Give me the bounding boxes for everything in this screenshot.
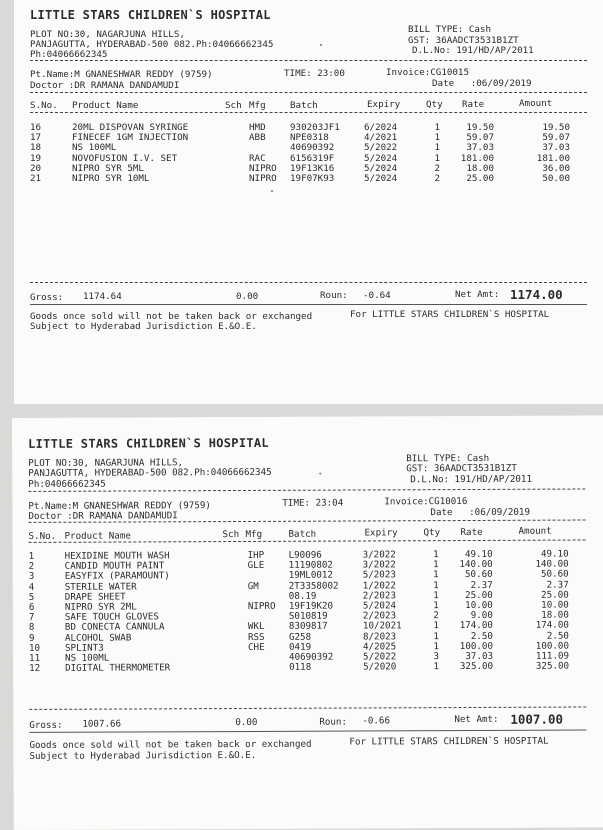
- cell-mfg: GLE: [247, 560, 265, 572]
- col-amount-header: Amount: [518, 525, 552, 537]
- cell-expiry: 8/2023: [362, 630, 397, 642]
- cell-batch: 19F07K93: [290, 172, 335, 184]
- cell-amount: 325.00: [535, 660, 570, 672]
- footer-jurisdiction: Subject to Hyderabad Jurisdiction E.&O.E.: [29, 749, 257, 762]
- cell-product: 20ML DISPOVAN SYRINGE: [72, 122, 189, 133]
- round-amount: -0.64: [363, 290, 391, 301]
- footer-signatory: For LITTLE STARS CHILDREN`S HOSPITAL: [350, 309, 550, 320]
- cell-rate: 25.00: [465, 589, 493, 601]
- cell-qty: 2: [434, 172, 440, 184]
- cell-mfg: RSS: [247, 631, 265, 643]
- hospital-name: LITTLE STARS CHILDREN`S HOSPITAL: [28, 435, 269, 451]
- cell-sno: 17: [30, 132, 42, 144]
- cell-rate: 25.00: [466, 172, 494, 184]
- cell-amount: 100.00: [535, 640, 570, 652]
- gst-number: GST: 36AADCT3531B1ZT: [406, 462, 517, 475]
- cell-expiry: 2/2023: [362, 610, 397, 622]
- cell-amount: 181.00: [536, 152, 570, 164]
- round-amount: -0.66: [362, 715, 391, 727]
- cell-batch: 40690392: [290, 142, 335, 154]
- cell-batch: 930203JF1: [290, 122, 340, 133]
- cell-expiry: 5/2020: [363, 661, 397, 673]
- net-amount: 1007.00: [510, 711, 564, 727]
- cell-rate: 174.00: [459, 620, 493, 632]
- cell-qty: 2: [434, 162, 440, 174]
- cell-rate: 59.07: [466, 132, 494, 144]
- cell-qty: 1: [433, 579, 439, 591]
- discount-amount: 0.00: [236, 291, 259, 302]
- gross-amount: 1174.64: [83, 291, 122, 302]
- cell-sno: 20: [30, 162, 42, 174]
- cell-rate: 325.00: [459, 660, 494, 673]
- cell-expiry: 5/2022: [364, 142, 398, 154]
- cell-rate: 2.37: [470, 579, 493, 591]
- cell-amount: 59.07: [542, 132, 570, 144]
- bill-type: BILL TYPE: Cash: [406, 452, 490, 465]
- cell-batch: L90096: [288, 549, 322, 561]
- cell-sno: 18: [30, 142, 42, 154]
- col-sno-header: S.No.: [30, 100, 58, 111]
- col-qty-header: Qty: [423, 527, 441, 539]
- cell-expiry: 5/2024: [364, 152, 398, 164]
- cell-amount: 19.50: [542, 122, 570, 133]
- cell-product: NIPRO SYR 10ML: [72, 172, 150, 184]
- cell-sno: 8: [28, 622, 35, 634]
- cell-expiry: 2/2023: [362, 590, 397, 602]
- cell-batch: 19F19K20: [288, 600, 334, 612]
- cell-sno: 19: [30, 152, 42, 164]
- punch-mark: [320, 44, 322, 46]
- cell-batch: 0118: [289, 661, 312, 673]
- cell-batch: S010819: [288, 610, 328, 622]
- cell-rate: 100.00: [459, 640, 494, 652]
- phone: Ph:04066662345: [28, 478, 106, 490]
- phone: Ph:04066662345: [30, 49, 108, 60]
- cell-batch: 2T3358002: [288, 580, 339, 592]
- address-line-2: PANJAGUTTA, HYDERABAD-500 082.Ph:04066662345: [30, 39, 274, 50]
- cell-product: CANDID MOUTH PAINT: [64, 560, 165, 572]
- cell-product: FINECEF 1GM INJECTION: [72, 132, 189, 144]
- cell-qty: 1: [433, 661, 440, 673]
- cell-qty: 1: [433, 630, 439, 642]
- cell-sno: 10: [28, 642, 41, 654]
- hospital-name: LITTLE STARS CHILDREN`S HOSPITAL: [30, 8, 271, 22]
- col-sch-header: Sch: [225, 100, 242, 111]
- cell-mfg: NIPRO: [249, 172, 277, 184]
- gross-label: Gross:: [30, 292, 64, 303]
- cell-product: ALCOHOL SWAB: [64, 631, 132, 644]
- cell-amount: 2.50: [546, 630, 569, 642]
- cell-expiry: 3/2022: [362, 549, 396, 561]
- net-amount-label: Net Amt:: [454, 713, 499, 726]
- cell-sno: 16: [30, 122, 42, 133]
- bill-date: Date :06/09/2019: [430, 506, 531, 519]
- divider: [30, 304, 587, 305]
- discount-amount: 0.00: [235, 716, 258, 729]
- cell-rate: 37.03: [466, 142, 494, 154]
- punch-mark: [319, 473, 321, 475]
- cell-sno: 9: [28, 632, 35, 644]
- bill-invoice-cg10015: [14, 0, 603, 404]
- cell-sno: 6: [28, 601, 35, 613]
- cell-qty: 1: [433, 589, 439, 601]
- cell-batch: 40690392: [289, 651, 334, 663]
- cell-expiry: 3/2022: [362, 559, 396, 571]
- cell-product: SPLINT3: [64, 642, 104, 654]
- cell-product: HEXIDINE MOUTH WASH: [64, 550, 170, 562]
- cell-product: STERILE WATER: [64, 581, 137, 593]
- col-expiry-header: Expiry: [364, 527, 398, 539]
- divider: [29, 729, 586, 732]
- address-line-1: PLOT NO:30, NAGARJUNA HILLS,: [28, 457, 184, 469]
- cell-sno: 21: [30, 172, 42, 184]
- cell-batch: NPE0318: [290, 132, 329, 144]
- footer-jurisdiction: Subject to Hyderabad Jurisdiction E.&O.E.: [30, 321, 257, 332]
- bill-date: Date :06/09/2019: [432, 78, 532, 89]
- cell-qty: 1: [434, 142, 440, 154]
- cell-expiry: 5/2024: [364, 162, 398, 174]
- invoice-number: Invoice:CG10015: [386, 67, 469, 78]
- cell-amount: 10.00: [541, 599, 569, 611]
- divider: [30, 282, 587, 283]
- address-line-2: PANJAGUTTA, HYDERABAD-500 082.Ph:04066662345: [28, 466, 272, 479]
- cell-amount: 49.10: [540, 548, 569, 560]
- cell-batch: 08.19: [288, 590, 317, 602]
- divider: [30, 92, 587, 93]
- col-amount-header: Amount: [519, 98, 553, 109]
- bill-time: TIME: 23:00: [284, 68, 345, 79]
- cell-product: NOVOFUSION I.V. SET: [72, 152, 178, 164]
- col-sch-header: Sch: [222, 529, 240, 541]
- bill-type: BILL TYPE: Cash: [408, 24, 491, 35]
- cell-qty: 1: [434, 152, 440, 164]
- cell-product: NIPRO SYR 2ML: [64, 601, 137, 613]
- divider: [30, 112, 587, 113]
- cell-qty: 1: [433, 549, 439, 561]
- cell-sno: 7: [28, 612, 35, 624]
- doctor-name: Doctor :DR RAMANA DANDAMUDI: [28, 510, 178, 522]
- cell-product: NS 100ML: [65, 652, 110, 664]
- cell-product: NS 100ML: [72, 142, 117, 154]
- col-batch-header: Batch: [288, 528, 317, 540]
- cell-mfg: CHE: [247, 641, 265, 653]
- footer-signatory: For LITTLE STARS CHILDREN`S HOSPITAL: [349, 735, 549, 748]
- col-expiry-header: Expiry: [367, 99, 401, 110]
- cell-rate: 18.00: [466, 162, 494, 174]
- col-sno-header: S.No.: [28, 530, 57, 542]
- cell-batch: 11190802: [288, 559, 333, 571]
- col-rate-header: Rate: [462, 99, 485, 110]
- cell-expiry: 1/2022: [362, 579, 396, 592]
- cell-mfg: NIPRO: [247, 600, 276, 612]
- cell-expiry: 6/2024: [364, 122, 398, 133]
- punch-mark: [271, 190, 273, 192]
- col-product-header: Product Name: [64, 530, 131, 542]
- cell-amount: 140.00: [535, 558, 569, 570]
- patient-name: Pt.Name:M GNANESHWAR REDDY (9759): [30, 69, 213, 80]
- gross-amount: 1007.66: [82, 718, 122, 730]
- dl-number: D.L.No: 191/HD/AP/2011: [412, 45, 534, 56]
- gross-label: Gross:: [29, 719, 63, 731]
- divider: [29, 706, 586, 709]
- cell-qty: 1: [433, 569, 439, 581]
- cell-sno: 3: [28, 571, 35, 583]
- cell-rate: 9.00: [470, 610, 493, 622]
- cell-amount: 36.00: [542, 162, 570, 174]
- net-amount: 1174.00: [510, 287, 563, 302]
- cell-qty: 1: [434, 122, 440, 133]
- cell-rate: 37.03: [465, 650, 494, 662]
- cell-rate: 10.00: [465, 599, 493, 611]
- cell-batch: 19F13K16: [290, 162, 335, 174]
- col-mfg-header: Mfg: [249, 100, 266, 111]
- cell-expiry: 4/2025: [362, 641, 397, 653]
- cell-mfg: GM: [247, 580, 259, 592]
- cell-qty: 2: [433, 610, 439, 622]
- cell-qty: 1: [433, 620, 439, 632]
- cell-mfg: IHP: [247, 549, 265, 561]
- cell-expiry: 4/2021: [364, 132, 398, 144]
- cell-sno: 4: [28, 581, 35, 593]
- cell-batch: 0419: [288, 641, 312, 653]
- round-label: Roun:: [319, 716, 348, 728]
- table-row: [13, 661, 603, 674]
- col-batch-header: Batch: [290, 100, 318, 111]
- cell-mfg: ABB: [249, 132, 266, 144]
- cell-sno: 2: [28, 561, 35, 573]
- cell-rate: 181.00: [460, 152, 494, 164]
- cell-qty: 1: [433, 600, 439, 612]
- cell-batch: 6156319F: [290, 152, 335, 164]
- invoice-number: Invoice:CG10016: [384, 496, 468, 508]
- cell-amount: 111.09: [535, 650, 570, 662]
- bill-invoice-cg10016: [12, 415, 603, 830]
- cell-rate: 49.10: [464, 548, 493, 561]
- round-label: Roun:: [320, 290, 348, 301]
- cell-sno: 5: [28, 591, 35, 603]
- cell-sno: 11: [29, 652, 41, 664]
- cell-amount: 50.60: [540, 568, 569, 581]
- cell-expiry: 5/2024: [364, 172, 398, 184]
- cell-product: BD CONECTA CANNULA: [64, 621, 165, 634]
- cell-product: DIGITAL THERMOMETER: [65, 662, 171, 674]
- cell-qty: 1: [433, 559, 439, 571]
- cell-sno: 12: [29, 662, 41, 674]
- cell-rate: 2.50: [470, 630, 493, 642]
- bill-time: TIME: 23:04: [282, 497, 344, 509]
- footer-terms: Goods once sold will not be taken back or exchanged: [30, 311, 313, 322]
- address-line-1: PLOT NO:30, NAGARJUNA HILLS,: [30, 29, 185, 40]
- cell-batch: 8309817: [288, 620, 328, 633]
- cell-rate: 19.50: [466, 122, 494, 133]
- cell-amount: 18.00: [541, 609, 569, 621]
- cell-expiry: 10/2021: [362, 620, 402, 632]
- col-mfg-header: Mfg: [245, 528, 263, 540]
- divider: [28, 488, 585, 491]
- cell-product: SAFE TOUCH GLOVES: [64, 611, 159, 623]
- table-row: [14, 174, 603, 184]
- col-qty-header: Qty: [426, 99, 443, 110]
- doctor-name: Doctor :DR RAMANA DANDAMUDI: [30, 80, 180, 91]
- cell-batch: G258: [288, 631, 312, 643]
- cell-expiry: 5/2022: [363, 651, 397, 663]
- cell-amount: 2.37: [546, 579, 569, 591]
- cell-qty: 3: [433, 651, 440, 663]
- cell-amount: 25.00: [541, 589, 569, 601]
- net-amount-label: Net Amt:: [455, 289, 500, 300]
- cell-amount: 174.00: [535, 619, 569, 632]
- cell-product: DRAPE SHEET: [64, 591, 126, 603]
- items-table: [14, 123, 603, 184]
- cell-amount: 37.03: [542, 142, 570, 154]
- cell-amount: 50.00: [542, 172, 570, 184]
- cell-product: EASYFIX (PARAMOUNT): [64, 570, 170, 583]
- cell-sno: 1: [28, 550, 35, 562]
- col-rate-header: Rate: [460, 526, 483, 539]
- cell-mfg: WKL: [247, 621, 265, 633]
- dl-number: D.L.No: 191/HD/AP/2011: [410, 473, 532, 486]
- gst-number: GST: 36AADCT3531B1ZT: [408, 35, 519, 46]
- items-table: [13, 549, 603, 674]
- divider: [30, 60, 587, 61]
- cell-mfg: HMD: [249, 122, 266, 133]
- cell-expiry: 5/2023: [362, 569, 396, 581]
- cell-rate: 140.00: [459, 559, 493, 571]
- patient-name: Pt.Name:M GNANESHWAR REDDY (9759): [28, 500, 211, 512]
- cell-rate: 50.60: [464, 569, 493, 581]
- cell-batch: 19ML0012: [288, 569, 333, 582]
- footer-terms: Goods once sold will not be taken back or exchanged: [29, 738, 312, 751]
- cell-mfg: NIPRO: [249, 162, 277, 174]
- cell-product: NIPRO SYR 5ML: [72, 162, 144, 174]
- cell-qty: 1: [433, 640, 440, 652]
- col-product-header: Product Name: [72, 100, 139, 111]
- cell-mfg: RAC: [249, 152, 266, 164]
- cell-expiry: 5/2024: [362, 600, 397, 612]
- cell-qty: 1: [434, 132, 440, 144]
